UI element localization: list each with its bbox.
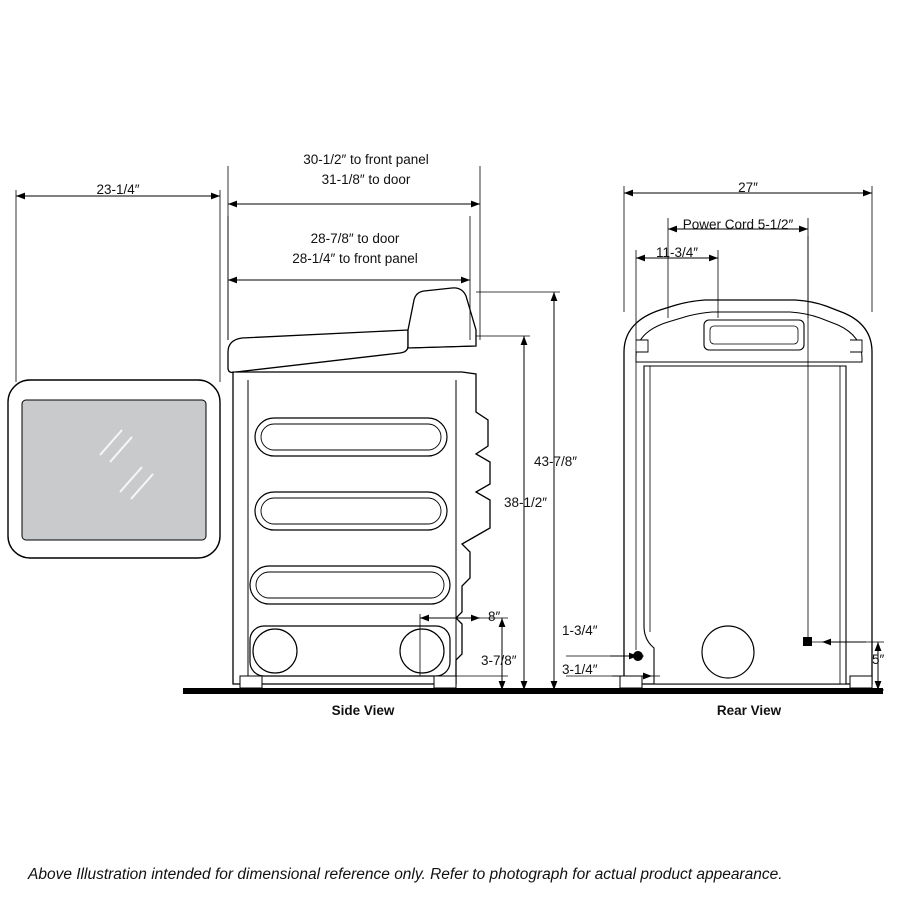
view-label-rear: Rear View xyxy=(716,703,782,718)
dim-label-depth-door: 31-1/8″ to door xyxy=(321,172,411,187)
illustration-footnote: Above Illustration intended for dimensional reference only. Refer to photograph for actual product appearance. xyxy=(28,866,783,883)
dim-label-cabinet-door: 28-7/8″ to door xyxy=(310,231,400,246)
side-view-body xyxy=(228,288,490,688)
dim-label-cabinet-front-panel: 28-1/4″ to front panel xyxy=(292,251,418,266)
dim-label-open-door-width: 23-1/4″ xyxy=(96,182,140,197)
floor-line xyxy=(183,688,883,694)
dim-label-rear-3-1-4: 3-1/4″ xyxy=(562,662,598,677)
dim-label-cabinet-height: 38-1/2″ xyxy=(504,495,548,510)
rear-view-body xyxy=(620,300,872,688)
dim-label-rear-5: 5″ xyxy=(872,652,885,667)
dim-label-rear-width: 27″ xyxy=(738,180,758,195)
view-label-side: Side View xyxy=(331,703,395,718)
dim-label-depth-front-panel: 30-1/2″ to front panel xyxy=(303,152,429,167)
dim-label-rear-1-3-4: 1-3/4″ xyxy=(562,623,598,638)
dim-label-power-cord: Power Cord 5-1/2″ xyxy=(682,217,794,232)
dim-label-vent-vertical: 3-7/8″ xyxy=(481,653,517,668)
dim-label-overall-height: 43-7/8″ xyxy=(534,454,578,469)
side-view-open-door xyxy=(8,380,220,558)
dim-label-rear-cord-offset: 11-3/4″ xyxy=(655,245,699,260)
dim-label-vent-horizontal: 8″ xyxy=(488,609,501,624)
